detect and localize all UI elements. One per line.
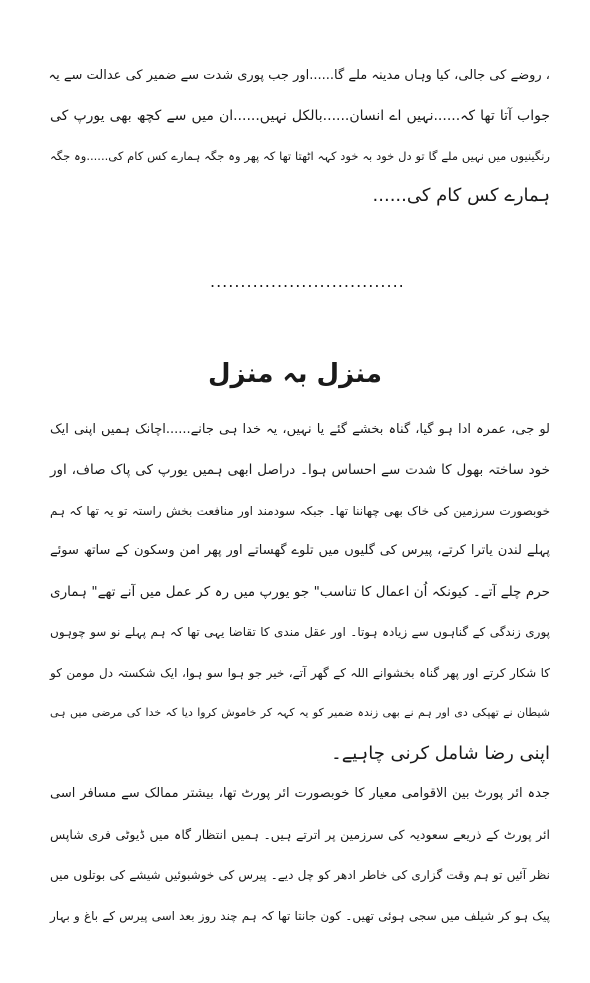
text-line: حرم چلے آتے۔ کیونکہ اُن اعمال کا تناسب" جو یورپ میں رہ کر عمل میں آنے تھے" ہماری (50, 584, 550, 600)
text-line: ، روضے کی جالی، کیا وہاں مدینہ ملے گا......اور جب پوری شدت سے ضمیر کی عدالت سے یہ (48, 68, 550, 83)
section-separator: ................................ (210, 272, 405, 291)
text-line: نظر آئیں تو ہم وقت گزاری کی خاطر ادھر کو چل دیے۔ پیرس کی خوشبوئیں شیشے کی بوتلوں میں (50, 868, 550, 882)
text-line: رنگینیوں میں نہیں ملے گا تو دل خود بہ خود کہہ اٹھتا تھا کہ پھر وہ جگہ ہمارے کس کام کی......وہ جگہ (50, 149, 550, 163)
text-line: پوری زندگی کے گناہوں سے زیادہ ہوتا۔ اور عقل مندی کا تقاضا یہی تھا کہ ہم پہلے نو سو چوہوں (50, 625, 551, 639)
text-line: پہلے لندن یاترا کرتے، پیرس کی گلیوں میں تلوے گھساتے اور پھر امن وسکون کے ساتھ سوئے (50, 543, 550, 558)
text-line: پیک ہو کر شیلف میں سجی ہوئی تھیں۔ کون جانتا تھا کہ ہم چند روز بعد اسی پیرس کے باغ و بہار (50, 909, 550, 923)
text-line: خوبصورت سرزمین کی خاک بھی چھاننا تھا۔ جبکہ سودمند اور منافعت بخش راستہ تو یہ تھا کہ ہم (50, 504, 550, 518)
text-line: خود ساختہ بھول کا شدت سے احساس ہوا۔ دراصل ابھی ہمیں یورپ کی پاک صاف، اور (50, 462, 550, 478)
chapter-title: منزل بہ منزل (208, 359, 382, 389)
text-line: شیطان نے تھپکی دی اور ہم نے بھی زندہ ضمیر کو یہ کہہ کر خاموش کروا دیا کہ خدا کی مرضی میں ہی (50, 706, 550, 719)
text-line: لو جی، عمرہ ادا ہو گیا، گناہ بخشے گئے یا نہیں، یہ خدا ہی جانے......اچانک ہمیں اپنی ایک (50, 422, 550, 437)
text-line: جدہ ائر پورٹ بین الاقوامی معیار کا خوبصورت ائر پورٹ تھا، بیشتر ممالک سے مسافر اسی (50, 786, 550, 801)
text-line: ہمارے کس کام کی...... (372, 185, 550, 206)
text-line: ائر پورٹ کے ذریعے سعودیہ کی سرزمین پر اترتے ہیں۔ ہمیں انتظار گاہ میں ڈیوٹی فری شاپس (50, 827, 550, 842)
text-line: اپنی رضا شامل کرنی چاہیے۔ (331, 743, 550, 764)
text-line: جواب آتا تھا کہ......نہیں اے انسان......بالکل نہیں......ان میں سے کچھ بھی یورپ کی (50, 108, 550, 124)
text-line: کا شکار کرتے اور پھر گناہ بخشوانے اللہ کے گھر آتے، خیر جو ہوا سو ہوا، ایک شکستہ دل مومن کو (50, 666, 550, 680)
